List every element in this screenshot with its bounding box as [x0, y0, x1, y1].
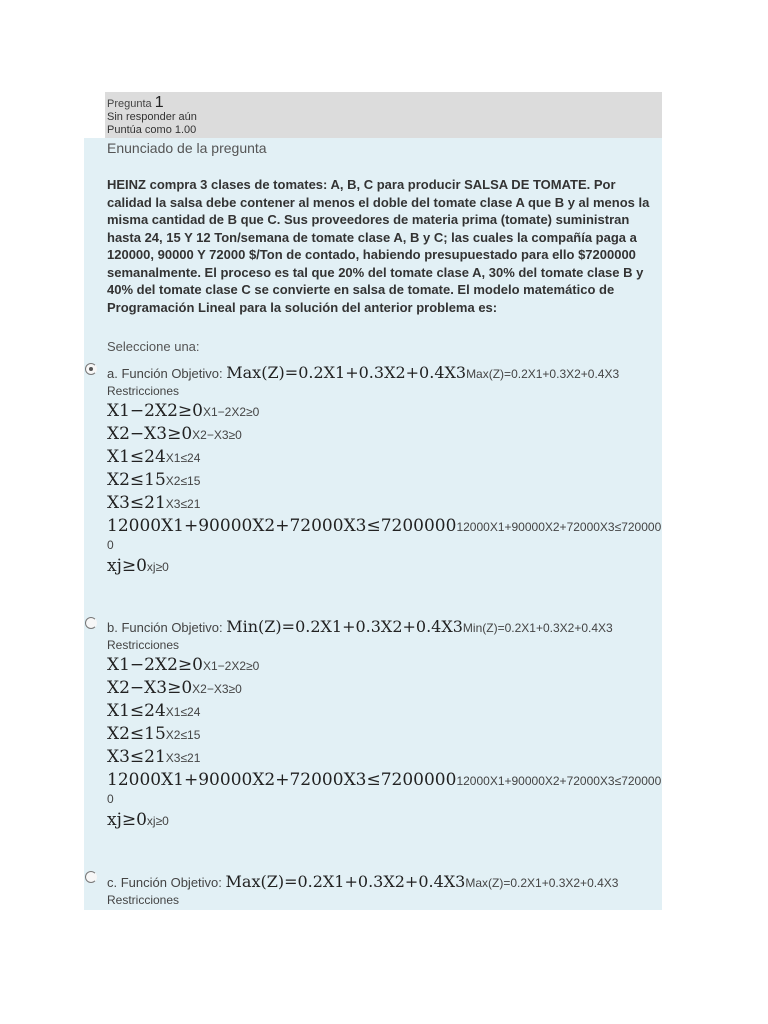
constraint-text: X1≤24	[165, 705, 201, 719]
constraint-math: X3≤21	[107, 493, 166, 513]
constraint-text: X2−X3≥0	[192, 682, 242, 696]
constraint-math: xj≥0	[107, 810, 147, 830]
option-a-radio[interactable]	[85, 363, 97, 375]
constraint-text: xj≥0	[146, 560, 169, 574]
option-c-objective[interactable]	[107, 872, 618, 891]
question-state: Sin responder aún	[107, 111, 197, 123]
constraint-text: X2−X3≥0	[192, 428, 242, 442]
question-prefix: Pregunta	[107, 98, 152, 110]
constraint-text: X2≤15	[165, 728, 201, 742]
option-a-objective-text: Max(Z)=0.2X1+0.3X2+0.4X3	[466, 367, 620, 381]
option-c-radio[interactable]	[85, 871, 97, 883]
option-a-constraint	[107, 556, 169, 576]
constraint-math: xj≥0	[107, 556, 147, 576]
option-b-constraint	[107, 655, 259, 675]
question-number-value: 1	[154, 94, 164, 111]
option-b-constraint	[107, 701, 200, 721]
question-content	[84, 138, 662, 910]
constraint-text: X3≤21	[165, 497, 201, 511]
constraint-text: 12000X1+90000X2+72000X3≤720000	[456, 520, 662, 534]
constraint-text: X1−2X2≥0	[202, 659, 260, 673]
option-b-objective-text: Min(Z)=0.2X1+0.3X2+0.4X3	[462, 621, 613, 635]
question-heading: Enunciado de la pregunta	[107, 140, 267, 156]
constraint-math: 12000X1+90000X2+72000X3≤7200000	[107, 516, 457, 536]
constraint-math: X2−X3≥0	[107, 678, 193, 698]
option-b-constraint	[107, 770, 661, 790]
option-c-objective-text: Max(Z)=0.2X1+0.3X2+0.4X3	[465, 876, 619, 890]
option-b-constraint	[107, 747, 200, 767]
option-c-restrictions-label: Restricciones	[107, 893, 180, 907]
constraint-text: 12000X1+90000X2+72000X3≤720000	[456, 774, 662, 788]
constraint-math: 12000X1+90000X2+72000X3≤7200000	[107, 770, 457, 790]
constraint-text: X3≤21	[165, 751, 201, 765]
option-a-label: a. Función Objetivo:	[107, 366, 223, 381]
option-b-objective-math: Min(Z)=0.2X1+0.3X2+0.4X3	[226, 617, 463, 636]
option-a-constraint	[107, 493, 200, 513]
constraint-math: X2≤15	[107, 470, 166, 490]
option-b-radio[interactable]	[85, 617, 97, 629]
constraint-math: X3≤21	[107, 747, 166, 767]
option-b-constraint	[107, 678, 242, 698]
option-b-constraint	[107, 810, 169, 830]
option-a-restrictions-label: Restricciones	[107, 384, 180, 398]
question-info	[105, 92, 662, 138]
constraint-text: X1≤24	[165, 451, 201, 465]
constraint-math: X2≤15	[107, 724, 166, 744]
option-a-objective[interactable]	[107, 363, 619, 382]
constraint-text: xj≥0	[146, 814, 169, 828]
constraint-math: X1−2X2≥0	[107, 401, 203, 421]
option-c-label: c. Función Objetivo:	[107, 875, 222, 890]
option-b-label: b. Función Objetivo:	[107, 620, 223, 635]
option-a-constraint	[107, 470, 200, 490]
option-a-constraint	[107, 516, 661, 536]
constraint-math: X1≤24	[107, 701, 166, 721]
option-a-constraint-wrap: 0	[107, 538, 114, 552]
question-statement: HEINZ compra 3 clases de tomates: A, B, C para producir SALSA DE TOMATE. Por calidad la salsa debe contener al menos el doble del tomate clase A que B y al menos la misma cantidad de B que C. Sus proveedores de materia prima (tomate) suministran hasta 24, 15 Y 12 Ton/semana de tomate clase A, B y C; las cuales la compañía paga a 120000, 90000 Y 72000 $/Ton de contado, habiendo presupuestado para ello $7200000 semanalmente. El proceso es tal que 20% del tomate clase A, 30% del tomate clase B y 40% del tomate clase C se convierte en salsa de tomate. El modelo matemático de Programación Lineal para la solución del anterior problema es:	[107, 177, 650, 315]
constraint-text: X2≤15	[165, 474, 201, 488]
constraint-math: X1−2X2≥0	[107, 655, 203, 675]
option-a-constraint	[107, 424, 242, 444]
option-b-objective[interactable]	[107, 617, 613, 636]
option-b-constraint	[107, 724, 200, 744]
question-grade: Puntúa como 1.00	[107, 124, 197, 136]
select-prompt: Seleccione una:	[107, 339, 200, 354]
constraint-math: X1≤24	[107, 447, 166, 467]
option-a-constraint	[107, 447, 200, 467]
question-number	[107, 94, 164, 112]
option-b-restrictions-label: Restricciones	[107, 638, 180, 652]
constraint-math: X2−X3≥0	[107, 424, 193, 444]
option-a-objective-math: Max(Z)=0.2X1+0.3X2+0.4X3	[226, 363, 467, 382]
constraint-text: X1−2X2≥0	[202, 405, 260, 419]
option-c-objective-math: Max(Z)=0.2X1+0.3X2+0.4X3	[225, 872, 466, 891]
option-b-constraint-wrap: 0	[107, 792, 114, 806]
option-a-constraint	[107, 401, 259, 421]
